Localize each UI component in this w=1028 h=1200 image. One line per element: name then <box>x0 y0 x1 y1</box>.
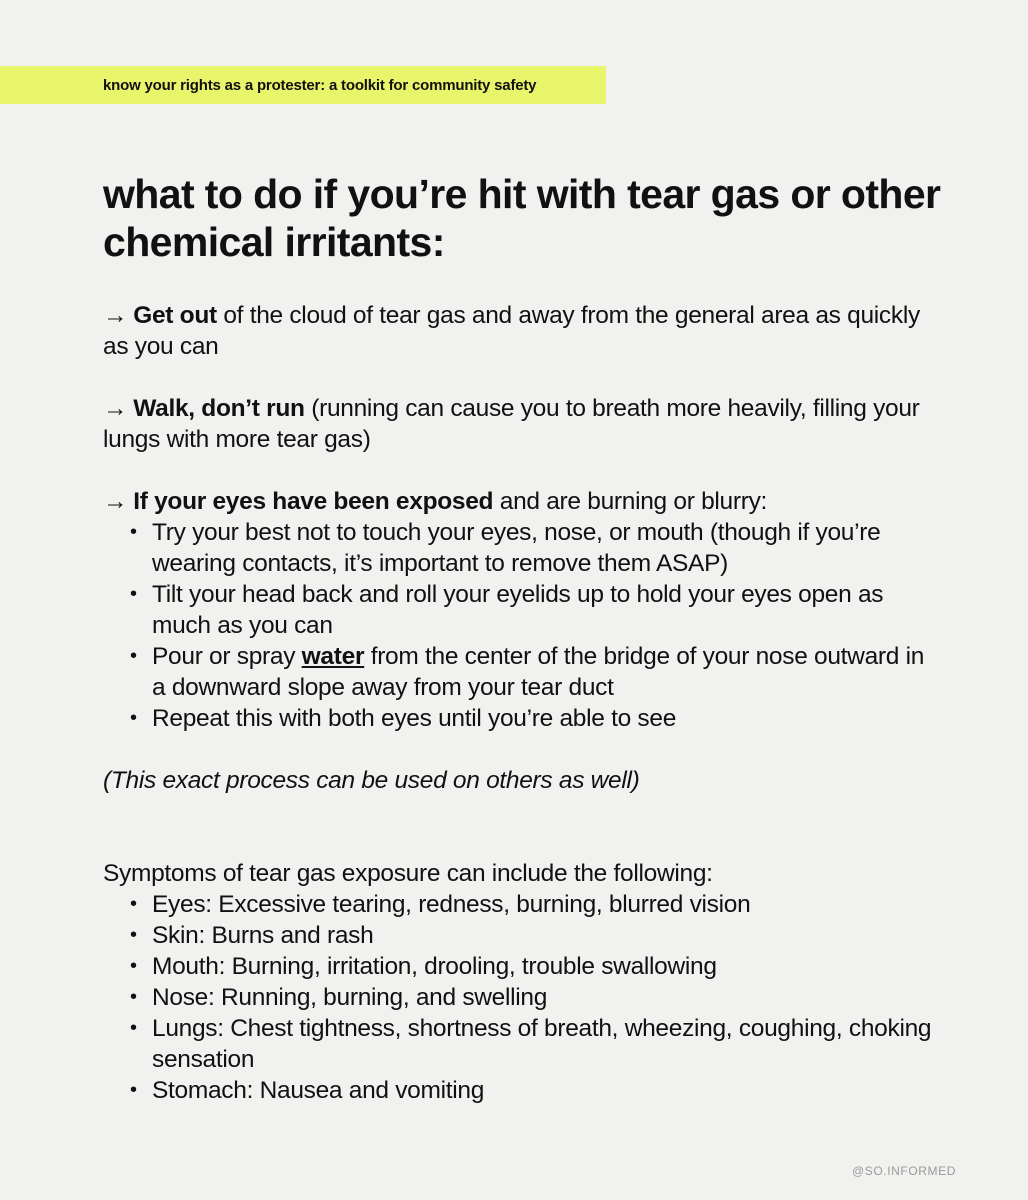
step-bold: If your eyes have been exposed <box>133 488 494 515</box>
list-item <box>103 1075 943 1106</box>
step-bold: Get out <box>133 302 217 329</box>
bullet-icon: • <box>130 583 137 605</box>
list-item <box>103 982 943 1013</box>
header-tag-text: know your rights as a protester: a toolkit for community safety <box>103 76 537 94</box>
list-item <box>103 579 943 641</box>
list-item-text: Eyes: Excessive tearing, redness, burning, blurred vision <box>152 891 751 918</box>
list-item-text: Stomach: Nausea and vomiting <box>152 1077 485 1104</box>
list-item <box>103 920 943 951</box>
list-item-text: from the center of the bridge of your nose outward in a downward slope away from your tear duct <box>152 643 925 701</box>
step-bold: Walk, don’t run <box>133 395 305 422</box>
step-walk <box>103 393 943 455</box>
bullet-icon: • <box>130 986 137 1008</box>
list-item <box>103 1013 943 1075</box>
bullet-icon: • <box>130 707 137 729</box>
list-item-text: Skin: Burns and rash <box>152 922 374 949</box>
page-title: what to do if you’re hit with tear gas or other chemical irritants: <box>103 171 941 265</box>
step-text: and are burning or blurry: <box>493 488 768 515</box>
arrow-icon: → <box>103 395 128 422</box>
main-content <box>103 300 943 1106</box>
symptoms-list <box>103 889 943 1106</box>
bullet-icon: • <box>130 924 137 946</box>
list-item-text: Pour or spray <box>152 643 302 670</box>
list-item-text: Nose: Running, burning, and swelling <box>152 984 548 1011</box>
bullet-icon: • <box>130 1079 137 1101</box>
list-item-text: Lungs: Chest tightness, shortness of breath, wheezing, coughing, choking sensation <box>152 1015 932 1073</box>
bullet-icon: • <box>130 521 137 543</box>
list-item-text: Repeat this with both eyes until you’re able to see <box>152 705 677 732</box>
bullet-icon: • <box>130 955 137 977</box>
step-get-out <box>103 300 943 362</box>
list-item-text: Tilt your head back and roll your eyelids up to hold your eyes open as much as you can <box>152 581 884 639</box>
list-item <box>103 517 943 579</box>
step-eyes <box>103 486 943 517</box>
step-text: of the cloud of tear gas and away from the general area as quickly as you can <box>103 302 920 360</box>
footer-handle: @SO.INFORMED <box>851 1164 956 1178</box>
note-text: (This exact process can be used on others as well) <box>103 767 640 794</box>
symptoms-intro: Symptoms of tear gas exposure can include the following: <box>103 860 713 887</box>
bullet-icon: • <box>130 1017 137 1039</box>
list-item-text: Mouth: Burning, irritation, drooling, trouble swallowing <box>152 953 717 980</box>
bullet-icon: • <box>130 645 137 667</box>
step-text: (running can cause you to breath more heavily, filling your lungs with more tear gas) <box>103 395 920 453</box>
arrow-icon: → <box>103 302 128 329</box>
arrow-icon: → <box>103 488 128 515</box>
list-item <box>103 889 943 920</box>
list-item <box>103 951 943 982</box>
list-item-text: Try your best not to touch your eyes, nose, or mouth (though if you’re wearing contacts, it’s important to remove them ASAP) <box>152 519 881 577</box>
list-item <box>103 641 943 703</box>
bullet-icon: • <box>130 893 137 915</box>
header-tag <box>0 66 606 104</box>
eye-steps-list <box>103 517 943 734</box>
list-item <box>103 703 943 734</box>
water-emphasis: water <box>301 643 365 670</box>
